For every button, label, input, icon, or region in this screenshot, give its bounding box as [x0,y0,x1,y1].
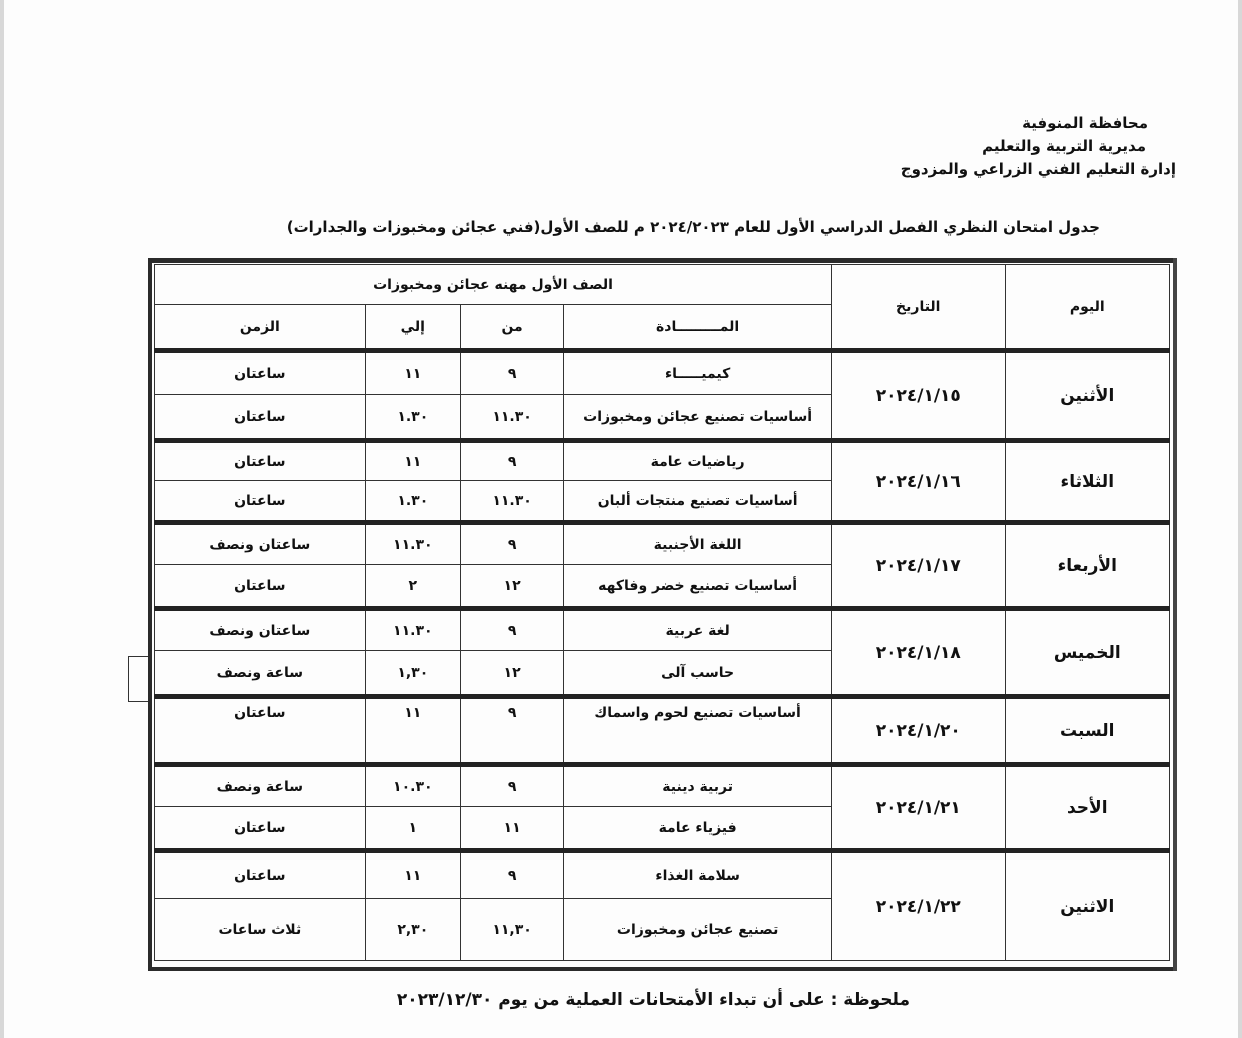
duration-cell: ساعتان [155,351,366,395]
from-time-cell: ٩ [460,351,563,395]
to-time-cell: ١١ [365,697,460,765]
duration-cell: ساعتان ونصف [155,523,366,565]
subject-cell: أساسيات تصنيع عجائن ومخبوزات [564,395,832,441]
duration-cell: ساعتان [155,395,366,441]
duration-cell: ساعتان ونصف [155,609,366,651]
from-time-cell: ٩ [460,441,563,481]
to-time-cell: ١١.٣٠ [365,609,460,651]
table-row [155,765,1170,807]
subject-cell: حاسب آلى [564,651,832,697]
document-title: جدول امتحان النظري الفصل الدراسي الأول للعام ٢٠٢٤/٢٠٢٣ م للصف الأول(فني عجائن ومخبوزات والجدارات) [286,218,1100,236]
directorate-label: مديرية التربية والتعليم [982,137,1146,155]
from-time-cell: ١١.٣٠ [460,395,563,441]
header-subject: المـــــــــادة [564,305,832,351]
table-row [155,351,1170,395]
from-time-cell: ٩ [460,523,563,565]
date-cell: ٢٠٢٤/١/١٧ [832,523,1006,609]
to-time-cell: ١.٣٠ [365,395,460,441]
date-cell: ٢٠٢٤/١/٢٠ [832,697,1006,765]
exam-schedule-table [154,264,1170,961]
duration-cell: ساعتان [155,441,366,481]
header-from: من [460,305,563,351]
subject-cell: كيميـــــاء [564,351,832,395]
subject-cell: لغة عربية [564,609,832,651]
page-edge-left [0,0,4,1038]
from-time-cell: ١١.٣٠ [460,481,563,523]
from-time-cell: ٩ [460,697,563,765]
from-time-cell: ٩ [460,851,563,899]
header-class-group: الصف الأول مهنه عجائن ومخبوزات [155,265,832,305]
side-margin-box [128,656,148,702]
to-time-cell: ١١ [365,851,460,899]
header-to: إلي [365,305,460,351]
table-row [155,851,1170,899]
duration-cell: ساعتان [155,697,366,765]
subject-cell: تربية دينية [564,765,832,807]
to-time-cell: ١٠.٣٠ [365,765,460,807]
duration-cell: ساعتان [155,481,366,523]
day-cell: الثلاثاء [1005,441,1169,523]
table-row [155,609,1170,651]
subject-cell: أساسيات تصنيع منتجات ألبان [564,481,832,523]
from-time-cell: ١١,٣٠ [460,899,563,961]
date-cell: ٢٠٢٤/١/١٨ [832,609,1006,697]
from-time-cell: ٩ [460,609,563,651]
to-time-cell: ١.٣٠ [365,481,460,523]
subject-cell: أساسيات تصنيع لحوم واسماك [564,697,832,765]
day-cell: الخميس [1005,609,1169,697]
subject-cell: فيزياء عامة [564,807,832,851]
duration-cell: ساعة ونصف [155,651,366,697]
to-time-cell: ١ [365,807,460,851]
governorate-label: محافظة المنوفية [1022,114,1148,132]
to-time-cell: ٢ [365,565,460,609]
day-cell: الأحد [1005,765,1169,851]
to-time-cell: ١١.٣٠ [365,523,460,565]
date-cell: ٢٠٢٤/١/٢١ [832,765,1006,851]
duration-cell: ثلاث ساعات [155,899,366,961]
day-cell: الاثنين [1005,851,1169,961]
subject-cell: تصنيع عجائن ومخبوزات [564,899,832,961]
subject-cell: رياضيات عامة [564,441,832,481]
subject-cell: سلامة الغذاء [564,851,832,899]
header-date: التاريخ [832,265,1006,351]
table-row [155,441,1170,481]
from-time-cell: ١٢ [460,651,563,697]
from-time-cell: ٩ [460,765,563,807]
date-cell: ٢٠٢٤/١/٢٢ [832,851,1006,961]
day-cell: الأربعاء [1005,523,1169,609]
duration-cell: ساعتان [155,851,366,899]
date-cell: ٢٠٢٤/١/١٦ [832,441,1006,523]
exam-schedule-table-frame [148,258,1177,971]
to-time-cell: ١١ [365,441,460,481]
practical-exams-note: ملحوظة : على أن تبداء الأمتحانات العملية من يوم ٢٠٢٣/١٢/٣٠ [396,990,910,1010]
subject-cell: أساسيات تصنيع خضر وفاكهه [564,565,832,609]
header-day: اليوم [1005,265,1169,351]
letterhead [816,112,1176,181]
day-cell: السبت [1005,697,1169,765]
to-time-cell: ٢,٣٠ [365,899,460,961]
header-duration: الزمن [155,305,366,351]
administration-label: إدارة التعليم الفني الزراعي والمزدوج [900,160,1176,178]
day-cell: الأثنين [1005,351,1169,441]
duration-cell: ساعتان [155,807,366,851]
page-edge-right [1238,0,1242,1038]
from-time-cell: ١١ [460,807,563,851]
duration-cell: ساعتان [155,565,366,609]
to-time-cell: ١١ [365,351,460,395]
table-row [155,697,1170,765]
subject-cell: اللغة الأجنبية [564,523,832,565]
date-cell: ٢٠٢٤/١/١٥ [832,351,1006,441]
from-time-cell: ١٢ [460,565,563,609]
table-row [155,523,1170,565]
duration-cell: ساعة ونصف [155,765,366,807]
to-time-cell: ١,٣٠ [365,651,460,697]
